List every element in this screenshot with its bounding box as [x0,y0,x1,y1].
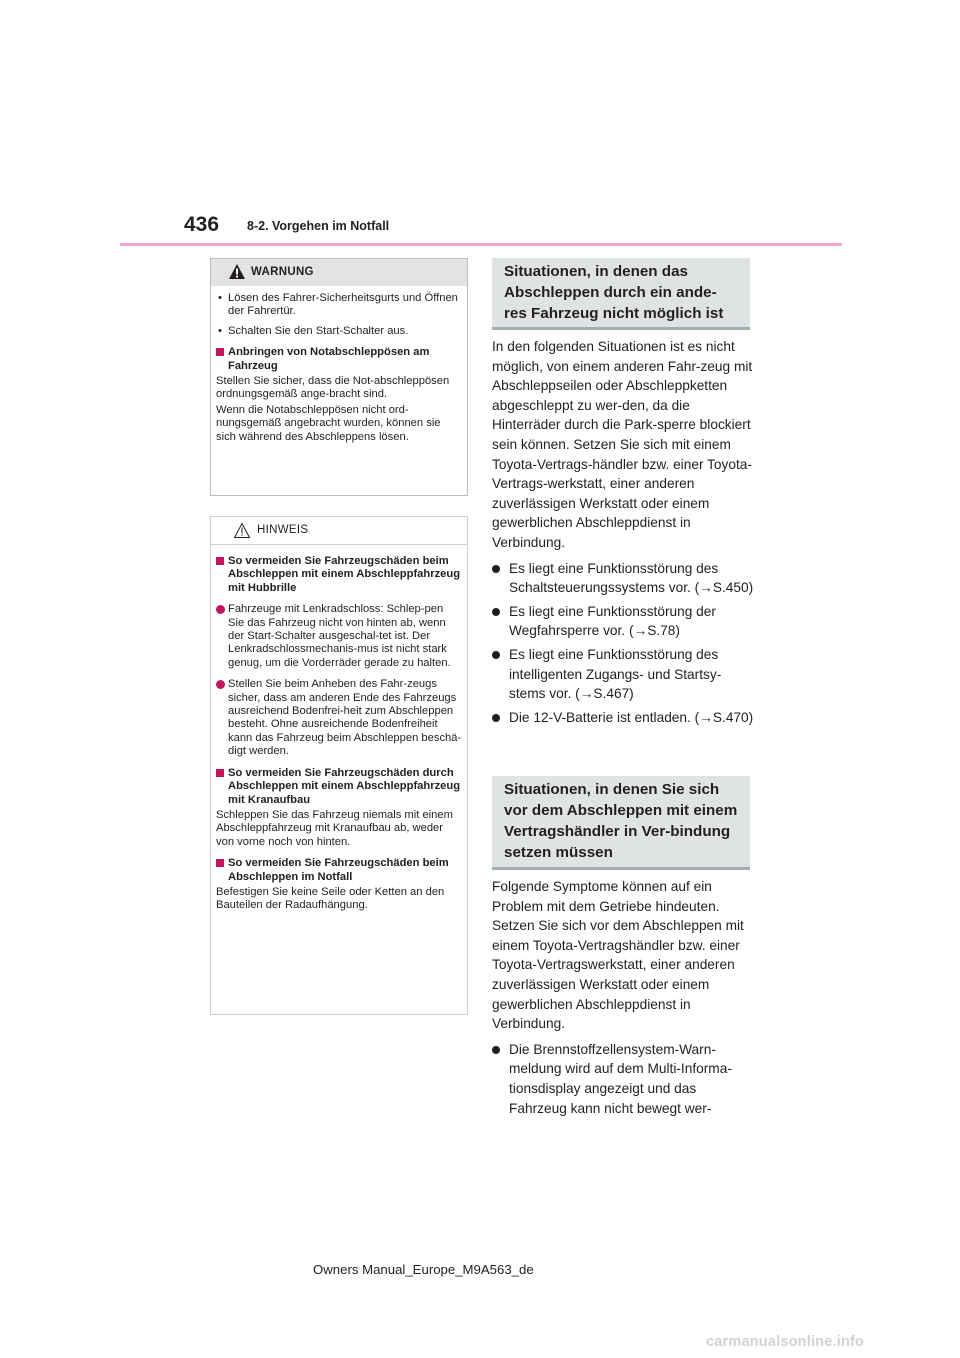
section-heading: Situationen, in denen das Abschleppen durch ein ande-res Fahrzeug nicht möglich ist [492,258,750,330]
warning-triangle-icon [228,263,246,285]
page-number: 436 [184,213,220,236]
square-bullet-icon [216,859,224,867]
warning-subheading: Anbringen von Notabschleppösen am Fahrzeug [216,346,462,373]
header-rule [120,243,842,246]
note-paragraph: Befestigen Sie keine Seile oder Ketten an den Bauteilen der Radaufhängung. [216,885,445,912]
intro-paragraph: Folgende Symptome können auf ein Problem mit dem Getriebe hindeuten. Setzen Sie sich vor dem Abschleppen mit einem Toyota-Vertragshändler bzw. einer Toyota-Vertragswerkstatt, einer anderen zuverlässigen Werkstatt oder einem gewerblichen Abschleppdienst in Verbindung. [492,879,744,1032]
note-title: HINWEIS [257,524,309,536]
list-item: Stellen Sie beim Anheben des Fahr-zeugs sicher, dass am anderen Ende des Fahrzeugs ausreichend Bodenfrei-heit zum Abschleppen besteht. Ohne ausreichende Bodenfreiheit kann das Fahrzeug beim Abschleppen beschä-digt werden. [216,678,462,758]
warning-box [210,258,468,496]
warning-box-header [211,259,467,286]
warning-paragraph: Stellen Sie sicher, dass die Not-abschleppösen ordnungsgemäß ange-bracht sind. [216,375,450,401]
list-item: Die Brennstoffzellensystem-Warn-meldung wird auf dem Multi-Informa-tionsdisplay angezeigt und das Fahrzeug kann nicht bewegt wer- [492,1040,754,1118]
note-subheading: So vermeiden Sie Fahrzeugschäden beim Abschleppen im Notfall [216,857,462,884]
list-item: • Schalten Sie den Start-Schalter aus. [218,324,409,337]
note-paragraph: Schleppen Sie das Fahrzeug niemals mit einem Abschleppfahrzeug mit Kranaufbau ab, weder von vorne noch von hinten. [216,808,453,848]
bullet-icon [492,565,500,573]
bullet-icon [492,608,500,616]
bullet-list [492,559,754,728]
warning-paragraph: Wenn die Notabschleppösen nicht ord-nungsgemäß angebracht wurden, können sie sich während des Abschleppens lösen. [216,403,441,443]
circle-bullet-icon [216,605,225,614]
list-item: Fahrzeuge mit Lenkradschloss: Schlep-pen Sie das Fahrzeug nicht von hinten ab, wenn der Start-Schalter ausgeschal-tet ist. Der Lenkradschlossmechanis-mus ist nicht stark genug, um die Vorderräder gerade zu halten. [216,603,462,670]
section-content [492,337,754,731]
list-item: Es liegt eine Funktionsstörung des Schaltsteuerungssystems vor. (→S.450) [492,559,754,598]
section-title: 8-2. Vorgehen im Notfall [247,219,390,233]
square-bullet-icon [216,348,224,356]
note-box-body [211,545,467,913]
circle-bullet-icon [216,680,225,689]
list-item: Es liegt eine Funktionsstörung des intelligenten Zugangs- und Startsy-stems vor. (→S.467) [492,645,754,704]
list-item: • Lösen des Fahrer-Sicherheitsgurts und Öffnen der Fahrertür. [218,292,458,318]
list-item: Die 12-V-Batterie ist entladen. (→S.470) [492,708,754,728]
intro-paragraph: In den folgenden Situationen ist es nicht möglich, von einem anderen Fahr-zeug mit Abschleppseilen oder Abschleppketten abgeschleppt zu wer-den, da die Hinterräder durch die Park-sperre blockiert sein können. Setzen Sie sich mit einem Toyota-Vertrags-händler bzw. einer Toyota-Vertrags-werkstatt, einer anderen zuverlässigen Werkstatt oder einem gewerblichen Abschleppdienst in Verbindung. [492,339,753,550]
caution-triangle-icon [233,522,251,544]
warning-title: WARNUNG [251,266,314,278]
footer-text: Owners Manual_Europe_M9A563_de [313,1262,534,1277]
square-bullet-icon [216,557,224,565]
bullet-icon [492,1046,500,1054]
bullet-list [492,1040,754,1118]
note-subheading: So vermeiden Sie Fahrzeugschäden durch Abschleppen mit einem Abschleppfahrzeug mit Kranaufbau [216,767,462,807]
square-bullet-icon [216,769,224,777]
bullet-icon [492,651,500,659]
note-box-header [211,517,467,545]
note-box [210,516,468,1015]
watermark: carmanualsonline.info [706,1334,865,1350]
section-heading: Situationen, in denen Sie sich vor dem Abschleppen mit einem Vertragshändler in Ver-bindung setzen müssen [492,776,750,870]
warning-box-body [211,286,467,444]
bullet-icon [492,714,500,722]
section-content [492,877,754,1122]
note-subheading: So vermeiden Sie Fahrzeugschäden beim Abschleppen mit einem Abschleppfahrzeug mit Hubbrille [216,555,462,595]
list-item: Es liegt eine Funktionsstörung der Wegfahrsperre vor. (→S.78) [492,602,754,641]
